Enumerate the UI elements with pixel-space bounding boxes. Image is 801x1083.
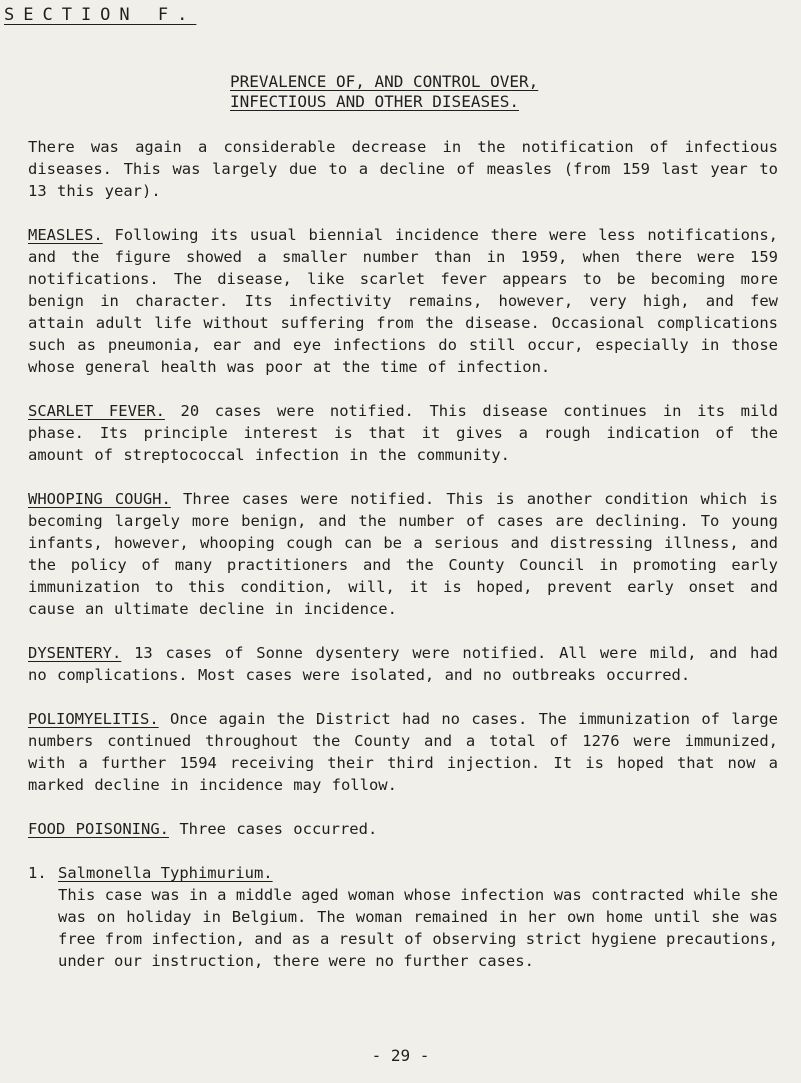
section-measles bbox=[28, 224, 778, 378]
section-heading-dysentery: DYSENTERY. bbox=[28, 644, 122, 662]
section-poliomyelitis bbox=[28, 708, 778, 796]
list-item bbox=[28, 862, 778, 972]
intro-paragraph: There was again a considerable decrease in the notification of infectious diseases. This was largely due to a decline of measles (from 159 last year to 13 this year). bbox=[28, 138, 778, 200]
section-text-food-poisoning: Three cases occurred. bbox=[179, 820, 378, 838]
section-text-measles: Following its usual biennial incidence there were less notifications, and the figure showed a smaller number than in 1959, when there were 159 notifications. The disease, like scarlet fever appears to be becoming more benign in character. Its infectivity remains, however, very high, and few attain adult life without suffering from the disease. Occasional complications such as pneumonia, ear and eye infections do still occur, especially in those whose general health was poor at the time of infection. bbox=[28, 226, 778, 376]
page-number: - 29 - bbox=[371, 1046, 430, 1065]
list-item-body bbox=[58, 862, 778, 972]
section-label: SECTION F. bbox=[4, 5, 197, 25]
section-text-scarlet-fever: 20 cases were notified. This disease continues in its mild phase. Its principle interest is that it gives a rough indication of the amount of streptococcal infection in the community. bbox=[28, 402, 778, 464]
section-scarlet-fever bbox=[28, 400, 778, 466]
section-text-poliomyelitis: Once again the District had no cases. The immunization of large numbers continued throughout the County and a total of 1276 were immunized, with a further 1594 receiving their third injection. It is hoped that now a marked decline in incidence may follow. bbox=[28, 710, 778, 794]
list-item-number: 1. bbox=[28, 864, 47, 882]
section-whooping-cough bbox=[28, 488, 778, 620]
section-food-poisoning bbox=[28, 818, 778, 840]
section-heading-poliomyelitis: POLIOMYELITIS. bbox=[28, 710, 159, 728]
section-text-whooping-cough: Three cases were notified. This is another condition which is becoming largely more benign, and the number of cases are declining. To young infants, however, whooping cough can be a serious and distressing illness, and the policy of many practitioners and the County Council in promoting early immunization to this condition, will, it is hoped, prevent early onset and cause an ultimate decline in incidence. bbox=[28, 490, 778, 618]
section-heading-scarlet-fever: SCARLET FEVER. bbox=[28, 402, 165, 420]
section-heading-measles: MEASLES. bbox=[28, 226, 103, 244]
list-item-text: This case was in a middle aged woman whose infection was contracted while she was on holiday in Belgium. The woman remained in her own home until she was free from infection, and as a result of observing strict hygiene precautions, under our instruction, there were no further cases. bbox=[58, 886, 778, 970]
document-body bbox=[28, 136, 778, 972]
section-heading-food-poisoning: FOOD POISONING. bbox=[28, 820, 169, 838]
section-dysentery bbox=[28, 642, 778, 686]
section-heading-whooping-cough: WHOOPING COUGH. bbox=[28, 490, 171, 508]
section-text-dysentery: 13 cases of Sonne dysentery were notified. All were mild, and had no complications. Most cases were isolated, and no outbreaks occurred. bbox=[28, 644, 778, 684]
title-line-1: PREVALENCE OF, AND CONTROL OVER, bbox=[230, 72, 539, 91]
title-line-2: INFECTIOUS AND OTHER DISEASES. bbox=[230, 92, 519, 111]
document-title bbox=[230, 72, 570, 112]
list-item-heading: Salmonella Typhimurium. bbox=[58, 864, 273, 882]
